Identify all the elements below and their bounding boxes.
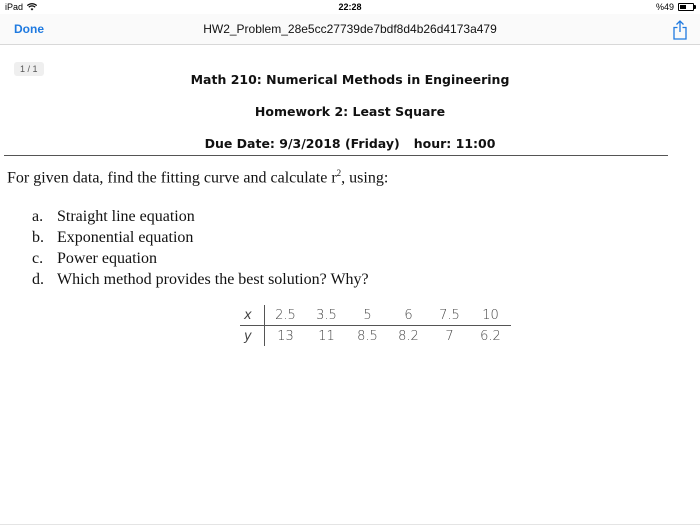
share-icon[interactable] bbox=[672, 20, 688, 40]
list-item bbox=[32, 206, 369, 227]
homework-title: Homework 2: Least Square bbox=[254, 104, 446, 119]
task-list bbox=[32, 206, 369, 290]
task-text: Exponential equation bbox=[57, 229, 194, 246]
task-letter: d. bbox=[32, 271, 44, 288]
table-cell: 7.5 bbox=[429, 305, 470, 326]
nav-bar bbox=[0, 14, 700, 45]
battery-icon bbox=[678, 3, 694, 11]
due-date: Due Date: 9/3/2018 (Friday) bbox=[204, 136, 400, 151]
table-cell: 6 bbox=[388, 305, 429, 326]
list-item bbox=[32, 269, 369, 290]
task-text: Which method provides the best solution? Why? bbox=[57, 271, 369, 288]
table-cell: 7 bbox=[445, 328, 454, 344]
table-cell: 5 bbox=[347, 305, 388, 326]
task-letter: b. bbox=[32, 229, 44, 246]
table-cell: 2.5 bbox=[265, 305, 307, 326]
table-row bbox=[240, 305, 511, 326]
device-name: iPad bbox=[5, 2, 24, 12]
table-cell: 10 bbox=[470, 305, 511, 326]
table-row bbox=[240, 326, 511, 347]
problem-prompt bbox=[7, 168, 388, 187]
prompt-text: For given data, find the fitting curve and calculate r bbox=[7, 169, 337, 187]
table-cell: 11 bbox=[318, 328, 335, 344]
list-item bbox=[32, 227, 369, 248]
status-right bbox=[656, 2, 694, 12]
data-table bbox=[240, 305, 511, 346]
task-text: Straight line equation bbox=[57, 208, 195, 225]
battery-percent: %49 bbox=[655, 2, 674, 12]
table-cell: 6.2 bbox=[480, 328, 501, 344]
task-text: Power equation bbox=[57, 250, 157, 267]
battery-fill bbox=[680, 5, 686, 9]
table-cell: 13 bbox=[277, 328, 294, 344]
x-label: x bbox=[240, 305, 265, 326]
header-divider bbox=[4, 155, 668, 156]
done-button[interactable]: Done bbox=[14, 22, 44, 36]
document-title: HW2_Problem_28e5cc27739de7bdf8d4b26d4173a479 bbox=[203, 22, 497, 36]
status-bar bbox=[0, 0, 700, 14]
task-letter: c. bbox=[32, 250, 44, 267]
list-item bbox=[32, 248, 369, 269]
prompt-superscript: 2 bbox=[336, 168, 342, 178]
due-hour: hour: 11:00 bbox=[413, 136, 496, 151]
status-time: 22:28 bbox=[338, 2, 362, 12]
due-date-line bbox=[0, 136, 700, 151]
page-indicator: 1 / 1 bbox=[14, 62, 44, 76]
battery-tip bbox=[694, 5, 696, 9]
table-cell: 8.5 bbox=[357, 328, 378, 344]
table-cell: 3.5 bbox=[306, 305, 347, 326]
task-letter: a. bbox=[32, 208, 44, 225]
course-title: Math 210: Numerical Methods in Engineering bbox=[190, 72, 510, 87]
y-label: y bbox=[240, 326, 265, 347]
prompt-text-end: , using: bbox=[341, 169, 389, 187]
table-cell: 8.2 bbox=[398, 328, 419, 344]
